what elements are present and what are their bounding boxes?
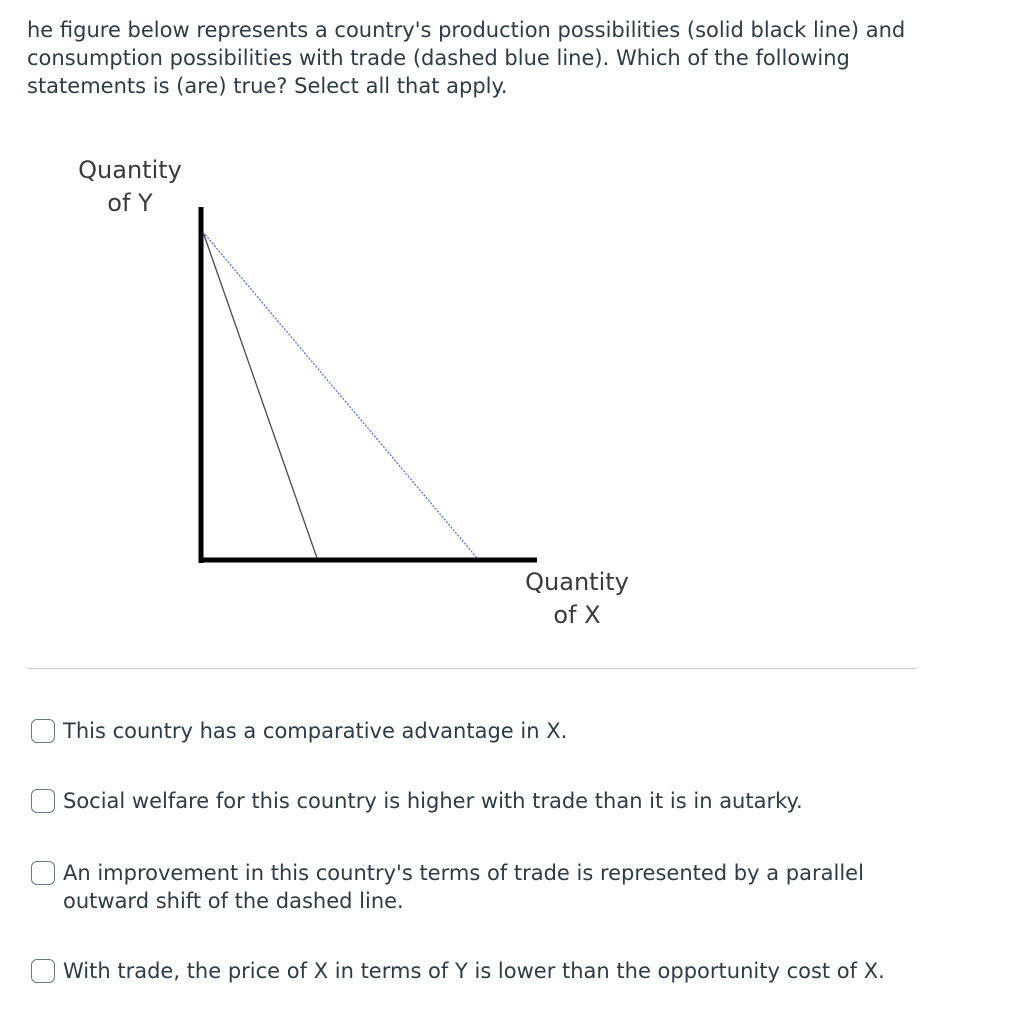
answer-option-label: This country has a comparative advantage in X. <box>63 719 568 743</box>
x-axis-label-line1: Quantity <box>525 568 629 596</box>
y-axis-label-line2: of Y <box>107 189 153 217</box>
checkbox[interactable] <box>31 719 55 743</box>
checkbox[interactable] <box>31 959 55 983</box>
answer-option-4[interactable] <box>31 957 931 985</box>
divider <box>27 668 917 669</box>
answer-option-3[interactable] <box>31 859 931 915</box>
consumption-possibilities-line <box>203 232 477 558</box>
x-axis-label <box>510 566 644 632</box>
answer-option-label: With trade, the price of X in terms of Y is lower than the opportunity cost of X. <box>63 959 885 983</box>
production-possibilities-line <box>203 232 317 558</box>
checkbox[interactable] <box>31 861 55 885</box>
answer-option-label: Social welfare for this country is higher with trade than it is in autarky. <box>63 789 803 813</box>
x-axis-label-line2: of X <box>553 601 601 629</box>
checkbox[interactable] <box>31 789 55 813</box>
y-axis-label <box>64 154 196 220</box>
answer-option-label: An improvement in this country's terms of trade is represented by a parallel outward shift of the dashed line. <box>63 861 864 913</box>
answer-option-2[interactable] <box>31 787 931 815</box>
answer-option-1[interactable] <box>31 717 931 745</box>
y-axis-label-line1: Quantity <box>78 156 182 184</box>
question-text: he figure below represents a country's production possibilities (solid black line) and consumption possibilities with trade (dashed blue line). Which of the following statements is (are) true? Select all that apply. <box>27 18 906 98</box>
